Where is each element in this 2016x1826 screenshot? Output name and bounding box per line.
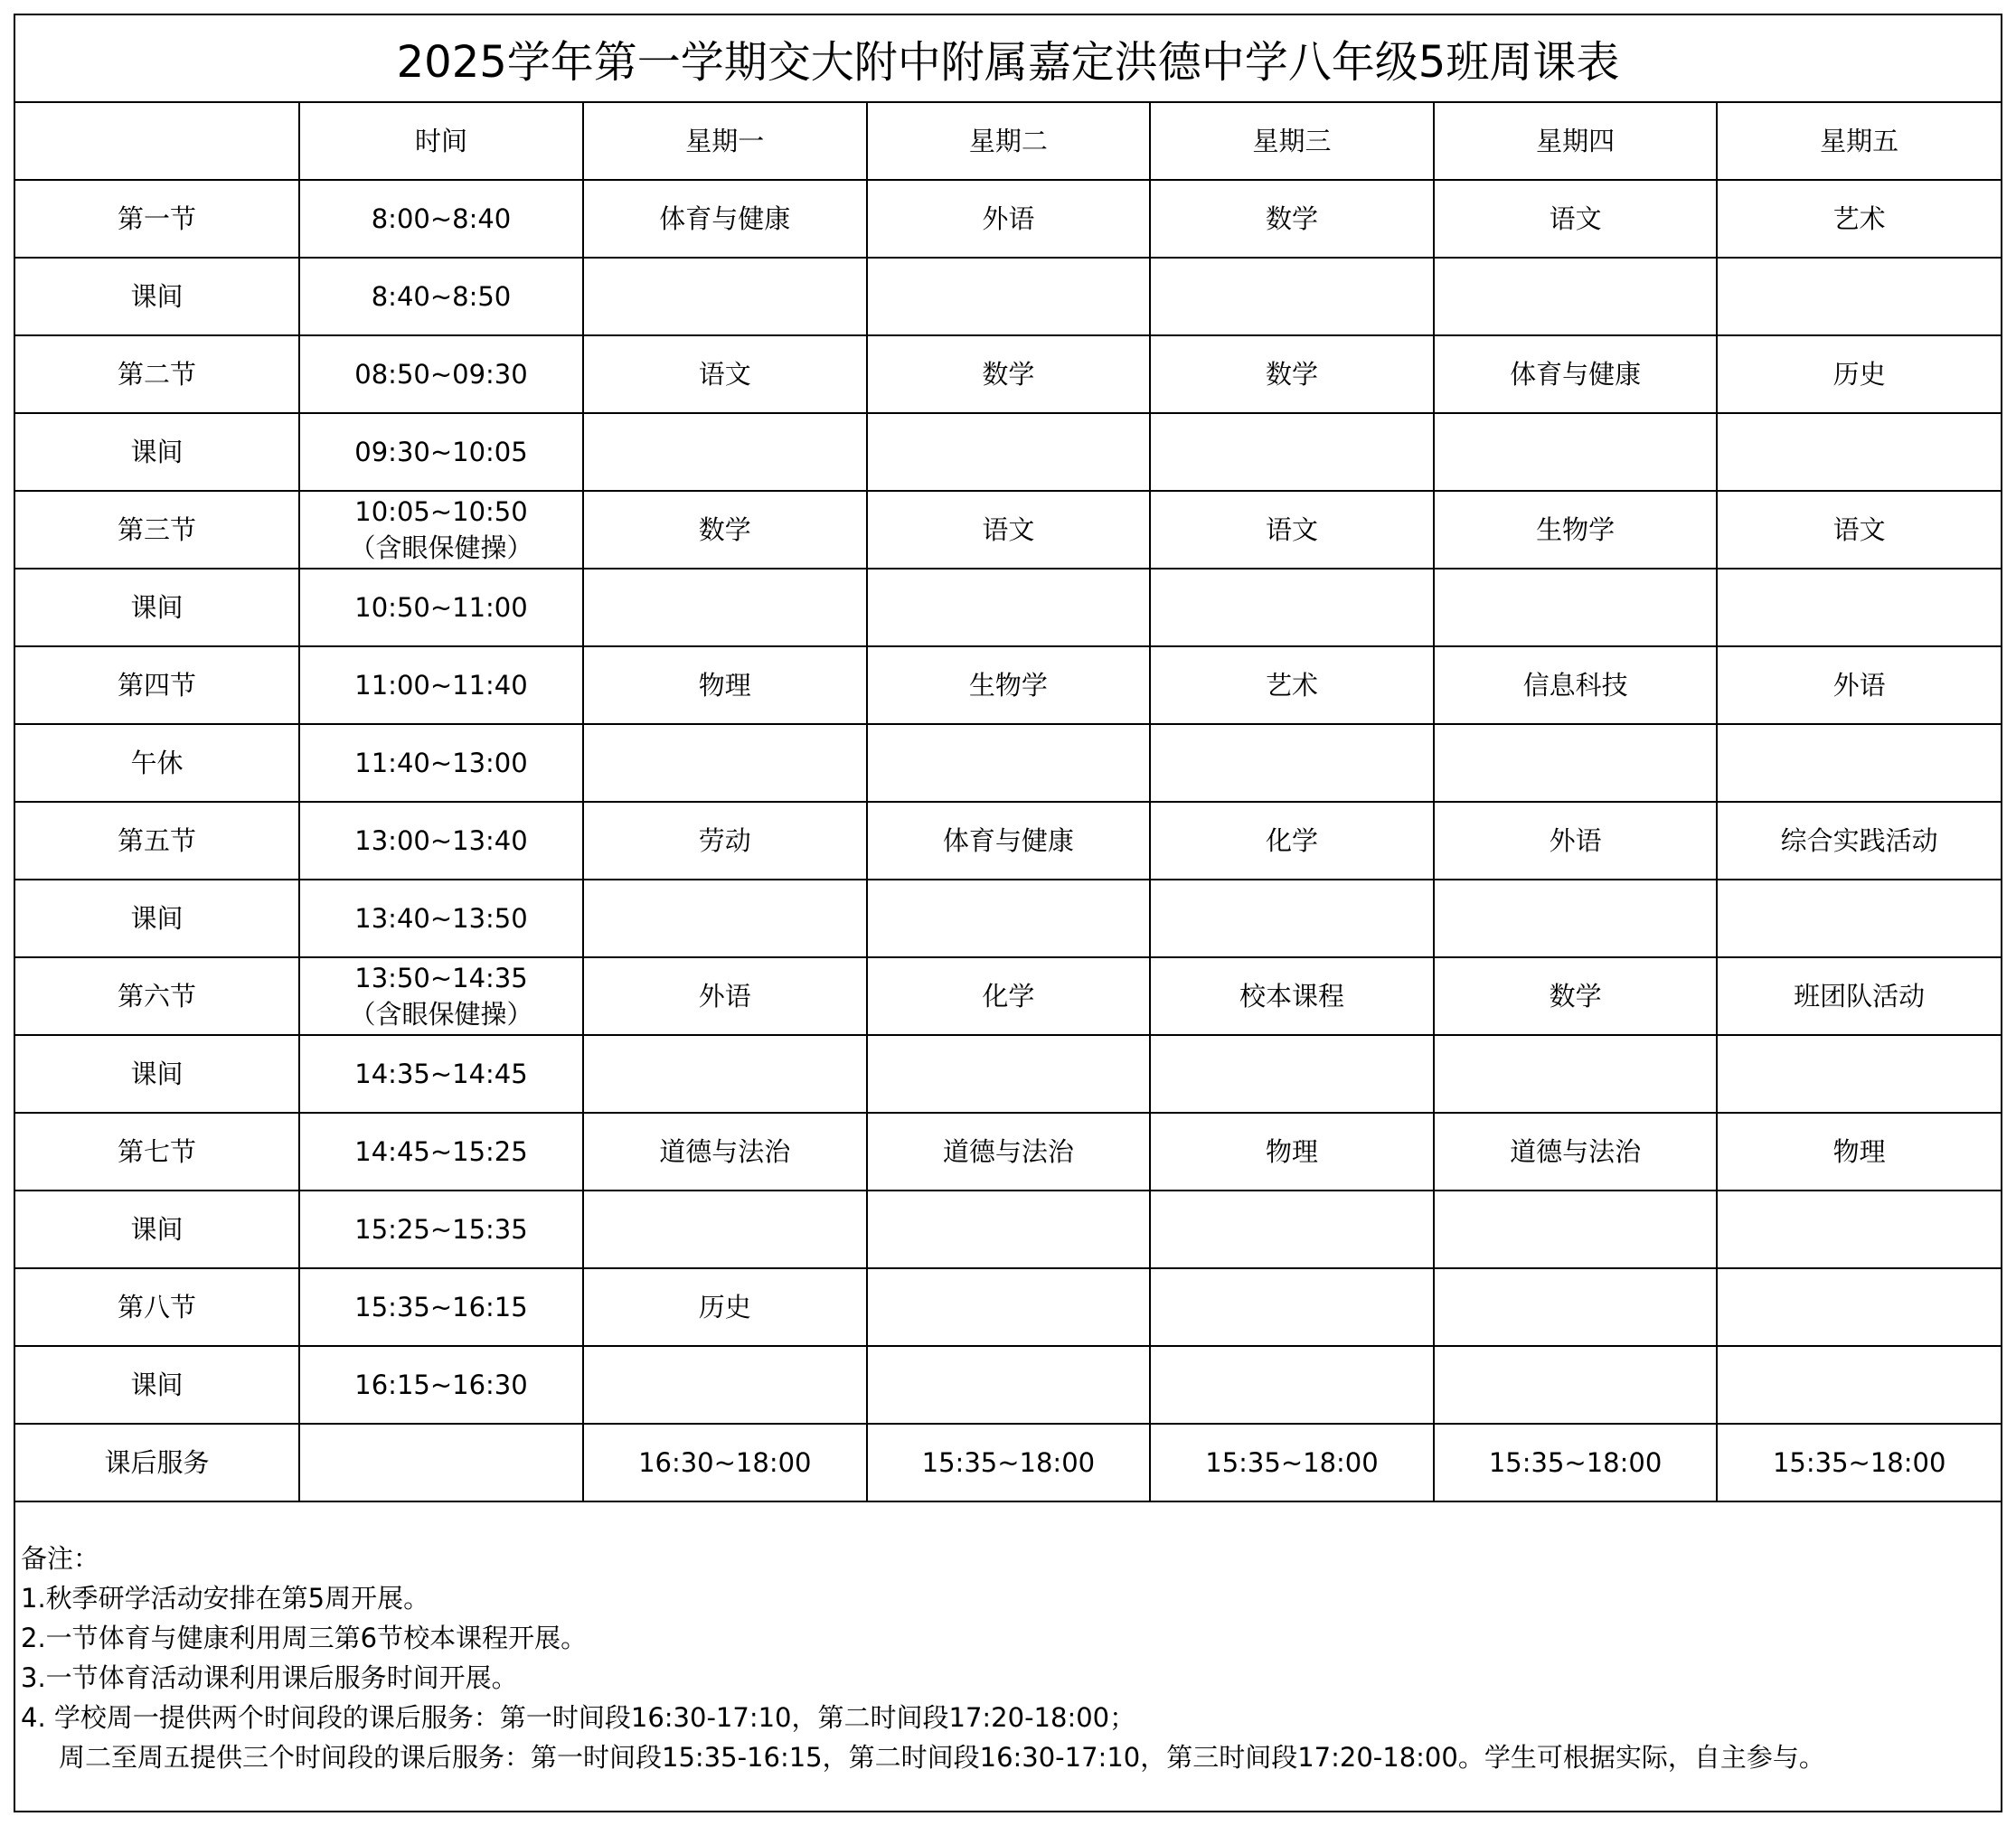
header-cell-monday: 星期一 xyxy=(583,102,867,180)
course-cell-tuesday: 道德与法治 xyxy=(867,1113,1151,1191)
course-cell-thursday: 生物学 xyxy=(1434,491,1718,569)
course-cell-monday: 16:30~18:00 xyxy=(583,1424,867,1501)
table-row xyxy=(15,1035,2001,1113)
course-cell-friday: 历史 xyxy=(1717,335,2001,413)
course-cell-friday xyxy=(1717,258,2001,335)
course-cell-thursday xyxy=(1434,258,1718,335)
course-cell-tuesday xyxy=(867,258,1151,335)
table-row xyxy=(15,802,2001,880)
note-line-5: 周二至周五提供三个时间段的课后服务：第一时间段15:35-16:15，第二时间段16:30-17:10，第三时间段17:20-18:00。学生可根据实际，自主参与。 xyxy=(59,1742,1825,1773)
course-cell-tuesday: 数学 xyxy=(867,335,1151,413)
course-cell-thursday xyxy=(1434,413,1718,491)
course-cell-thursday xyxy=(1434,1268,1718,1346)
course-cell-thursday xyxy=(1434,569,1718,646)
course-cell-friday xyxy=(1717,724,2001,802)
notes-heading: 备注： xyxy=(21,1543,100,1574)
period-time-cell: 08:50~09:30 xyxy=(299,335,583,413)
period-time-cell: 13:40~13:50 xyxy=(299,880,583,957)
course-cell-monday xyxy=(583,258,867,335)
table-row xyxy=(15,258,2001,335)
period-label: 第七节 xyxy=(15,1113,299,1191)
course-cell-monday: 语文 xyxy=(583,335,867,413)
course-cell-thursday: 信息科技 xyxy=(1434,646,1718,724)
course-cell-tuesday xyxy=(867,569,1151,646)
timetable xyxy=(15,101,2001,1502)
course-cell-wednesday xyxy=(1150,1346,1434,1424)
period-time-cell xyxy=(299,491,583,569)
course-cell-friday xyxy=(1717,413,2001,491)
course-cell-friday xyxy=(1717,1191,2001,1268)
period-label: 课间 xyxy=(15,258,299,335)
period-label: 课间 xyxy=(15,413,299,491)
course-cell-thursday: 道德与法治 xyxy=(1434,1113,1718,1191)
course-cell-wednesday: 数学 xyxy=(1150,335,1434,413)
course-cell-wednesday: 语文 xyxy=(1150,491,1434,569)
course-cell-wednesday xyxy=(1150,1035,1434,1113)
period-label: 课间 xyxy=(15,1035,299,1113)
period-label: 第八节 xyxy=(15,1268,299,1346)
period-label: 课间 xyxy=(15,880,299,957)
table-row xyxy=(15,335,2001,413)
table-row xyxy=(15,880,2001,957)
course-cell-wednesday xyxy=(1150,258,1434,335)
notes xyxy=(21,1539,1992,1777)
course-cell-wednesday xyxy=(1150,413,1434,491)
course-cell-friday: 艺术 xyxy=(1717,180,2001,258)
header-row xyxy=(15,102,2001,180)
period-time-cell xyxy=(299,1424,583,1501)
course-cell-friday xyxy=(1717,1268,2001,1346)
course-cell-monday: 劳动 xyxy=(583,802,867,880)
course-cell-wednesday xyxy=(1150,569,1434,646)
period-time-cell xyxy=(299,957,583,1035)
course-cell-tuesday xyxy=(867,724,1151,802)
course-cell-friday: 15:35~18:00 xyxy=(1717,1424,2001,1501)
period-time-cell: 13:00~13:40 xyxy=(299,802,583,880)
period-label: 课后服务 xyxy=(15,1424,299,1501)
header-cell-thursday: 星期四 xyxy=(1434,102,1718,180)
header-cell-time: 时间 xyxy=(299,102,583,180)
course-cell-thursday xyxy=(1434,1035,1718,1113)
course-cell-friday: 综合实践活动 xyxy=(1717,802,2001,880)
period-time-cell: 14:45~15:25 xyxy=(299,1113,583,1191)
period-label: 第三节 xyxy=(15,491,299,569)
course-cell-tuesday: 15:35~18:00 xyxy=(867,1424,1151,1501)
course-cell-friday: 外语 xyxy=(1717,646,2001,724)
course-cell-monday xyxy=(583,880,867,957)
period-label: 课间 xyxy=(15,1191,299,1268)
timetable-sheet xyxy=(14,14,2002,1812)
course-cell-tuesday xyxy=(867,1268,1151,1346)
course-cell-monday: 历史 xyxy=(583,1268,867,1346)
period-time-cell: 15:25~15:35 xyxy=(299,1191,583,1268)
course-cell-monday xyxy=(583,569,867,646)
period-time-cell: 14:35~14:45 xyxy=(299,1035,583,1113)
period-time-cell: 10:50~11:00 xyxy=(299,569,583,646)
period-label: 第二节 xyxy=(15,335,299,413)
course-cell-monday xyxy=(583,1346,867,1424)
course-cell-wednesday xyxy=(1150,880,1434,957)
course-cell-friday: 班团队活动 xyxy=(1717,957,2001,1035)
course-cell-wednesday: 化学 xyxy=(1150,802,1434,880)
note-line-2: 2.一节体育与健康利用周三第6节校本课程开展。 xyxy=(21,1623,588,1653)
course-cell-tuesday xyxy=(867,413,1151,491)
table-row xyxy=(15,1346,2001,1424)
period-time-cell: 11:00~11:40 xyxy=(299,646,583,724)
course-cell-tuesday: 外语 xyxy=(867,180,1151,258)
period-time-cell: 8:00~8:40 xyxy=(299,180,583,258)
course-cell-friday xyxy=(1717,1346,2001,1424)
course-cell-thursday: 体育与健康 xyxy=(1434,335,1718,413)
course-cell-monday: 数学 xyxy=(583,491,867,569)
period-time-cell: 15:35~16:15 xyxy=(299,1268,583,1346)
note-line-1: 1.秋季研学活动安排在第5周开展。 xyxy=(21,1583,430,1614)
table-row xyxy=(15,491,2001,569)
course-cell-friday xyxy=(1717,1035,2001,1113)
table-row xyxy=(15,1191,2001,1268)
table-row xyxy=(15,957,2001,1035)
course-cell-tuesday xyxy=(867,1035,1151,1113)
course-cell-thursday: 数学 xyxy=(1434,957,1718,1035)
table-row xyxy=(15,569,2001,646)
course-cell-wednesday: 15:35~18:00 xyxy=(1150,1424,1434,1501)
period-time-note: （含眼保健操） xyxy=(349,532,533,563)
period-label: 午休 xyxy=(15,724,299,802)
course-cell-thursday xyxy=(1434,1346,1718,1424)
note-line-3: 3.一节体育活动课利用课后服务时间开展。 xyxy=(21,1662,518,1693)
course-cell-friday xyxy=(1717,880,2001,957)
course-cell-friday: 物理 xyxy=(1717,1113,2001,1191)
course-cell-tuesday xyxy=(867,1191,1151,1268)
period-time: 10:05~10:50 xyxy=(354,496,528,527)
period-time: 13:50~14:35 xyxy=(354,963,528,993)
course-cell-monday: 外语 xyxy=(583,957,867,1035)
period-label: 第六节 xyxy=(15,957,299,1035)
course-cell-wednesday xyxy=(1150,1191,1434,1268)
period-label: 第一节 xyxy=(15,180,299,258)
header-cell-wednesday: 星期三 xyxy=(1150,102,1434,180)
period-time-cell: 09:30~10:05 xyxy=(299,413,583,491)
period-time-cell: 8:40~8:50 xyxy=(299,258,583,335)
course-cell-wednesday: 校本课程 xyxy=(1150,957,1434,1035)
course-cell-wednesday: 艺术 xyxy=(1150,646,1434,724)
table-row xyxy=(15,1424,2001,1501)
course-cell-wednesday: 数学 xyxy=(1150,180,1434,258)
period-time-cell: 11:40~13:00 xyxy=(299,724,583,802)
course-cell-friday xyxy=(1717,569,2001,646)
course-cell-monday: 物理 xyxy=(583,646,867,724)
course-cell-monday xyxy=(583,724,867,802)
course-cell-tuesday xyxy=(867,1346,1151,1424)
course-cell-monday xyxy=(583,413,867,491)
header-cell-friday: 星期五 xyxy=(1717,102,2001,180)
course-cell-thursday xyxy=(1434,724,1718,802)
table-row xyxy=(15,180,2001,258)
course-cell-monday xyxy=(583,1191,867,1268)
header-cell-tuesday: 星期二 xyxy=(867,102,1151,180)
period-time-cell: 16:15~16:30 xyxy=(299,1346,583,1424)
course-cell-tuesday: 生物学 xyxy=(867,646,1151,724)
course-cell-monday xyxy=(583,1035,867,1113)
course-cell-wednesday: 物理 xyxy=(1150,1113,1434,1191)
course-cell-wednesday xyxy=(1150,1268,1434,1346)
period-label: 第五节 xyxy=(15,802,299,880)
course-cell-tuesday: 语文 xyxy=(867,491,1151,569)
course-cell-thursday xyxy=(1434,880,1718,957)
course-cell-tuesday: 化学 xyxy=(867,957,1151,1035)
course-cell-tuesday xyxy=(867,880,1151,957)
course-cell-monday: 道德与法治 xyxy=(583,1113,867,1191)
course-cell-thursday: 语文 xyxy=(1434,180,1718,258)
page-title: 2025学年第一学期交大附中附属嘉定洪德中学八年级5班周课表 xyxy=(396,37,1620,88)
period-label: 课间 xyxy=(15,569,299,646)
course-cell-friday: 语文 xyxy=(1717,491,2001,569)
course-cell-monday: 体育与健康 xyxy=(583,180,867,258)
header-cell-blank xyxy=(15,102,299,180)
course-cell-thursday: 外语 xyxy=(1434,802,1718,880)
table-row xyxy=(15,646,2001,724)
course-cell-tuesday: 体育与健康 xyxy=(867,802,1151,880)
table-row xyxy=(15,1113,2001,1191)
course-cell-wednesday xyxy=(1150,724,1434,802)
course-cell-thursday xyxy=(1434,1191,1718,1268)
note-line-4: 4. 学校周一提供两个时间段的课后服务：第一时间段16:30-17:10，第二时间段17:20-18:00； xyxy=(21,1702,1136,1733)
course-cell-thursday: 15:35~18:00 xyxy=(1434,1424,1718,1501)
table-row xyxy=(15,724,2001,802)
period-label: 第四节 xyxy=(15,646,299,724)
period-label: 课间 xyxy=(15,1346,299,1424)
table-row xyxy=(15,1268,2001,1346)
period-time-note: （含眼保健操） xyxy=(349,999,533,1030)
table-row xyxy=(15,413,2001,491)
